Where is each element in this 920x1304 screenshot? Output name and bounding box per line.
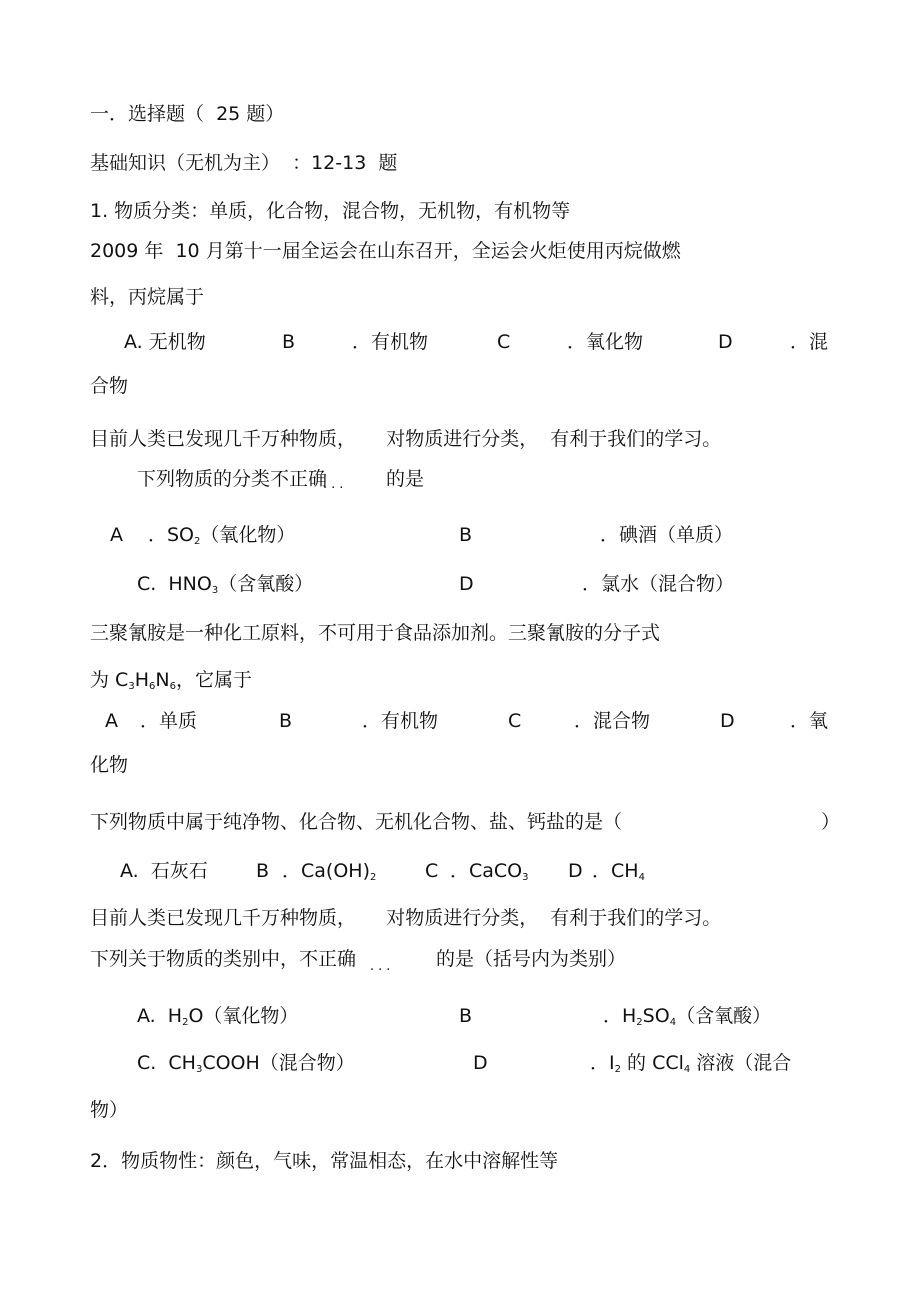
q4-stem: 下列物质中属于纯净物、化合物、无机化合物、盐、钙盐的是（ xyxy=(90,811,623,833)
q1-option-b-letter: B xyxy=(282,331,296,353)
section-subtitle: 基础知识（无机为主） ：12-13 题 xyxy=(90,152,398,174)
section-title: 一．选择题（ 25 题） xyxy=(90,103,285,125)
q1-option-d-wrap: 合物 xyxy=(90,375,129,397)
q2-option-b-text: ．碘酒（单质） xyxy=(600,524,734,546)
q2-stem-line2-after: 的是 xyxy=(386,468,425,490)
q2-option-a-text: ．$SO_2$（氧化物） xyxy=(148,524,296,547)
q1-stem-line1: 2009 年 10 月第十一届全运会在山东召开，全运会火炬使用丙烷做燃 xyxy=(90,240,681,262)
q3-option-d-letter: D xyxy=(720,710,735,732)
q1-stem-line2: 料，丙烷属于 xyxy=(90,286,205,308)
q4-option-b-letter: B xyxy=(256,860,270,882)
q5-option-d-wrap: 物） xyxy=(90,1099,129,1121)
q3-option-a-text: ．单质 xyxy=(140,710,198,732)
q1-option-d-text: ．混 xyxy=(790,331,829,353)
q4-option-a: A. 石灰石 xyxy=(120,860,208,882)
q5-option-d-letter: D xyxy=(473,1052,488,1074)
q1-option-c-text: ．氧化物 xyxy=(567,331,644,353)
q5-stem-line2-before: 下列关于物质的类别中，不正确 xyxy=(90,948,357,970)
q2-option-d-text: ．氯水（混合物） xyxy=(582,573,735,595)
q3-option-c-letter: C xyxy=(508,710,522,732)
q2-stem-line2-before: 下列物质的分类不正确 xyxy=(137,468,328,490)
q5-option-b-letter: B xyxy=(459,1005,473,1027)
q2-stem-line1: 目前人类已发现几千万种物质， 对物质进行分类， 有利于我们的学习。 xyxy=(90,428,722,450)
q2-option-b-letter: B xyxy=(459,524,473,546)
q4-option-d-letter: D xyxy=(568,860,583,882)
q5-stem-line1: 目前人类已发现几千万种物质， 对物质进行分类， 有利于我们的学习。 xyxy=(90,907,722,929)
q2-option-d-letter: D xyxy=(459,573,474,595)
q4-option-b-text: ．$Ca(OH)_2$ xyxy=(282,860,377,883)
q5-option-a: A. $H_2O$（氧化物） xyxy=(137,1005,299,1028)
q1-option-a: A. 无机物 xyxy=(124,331,206,353)
q3-stem-line1: 三聚氰胺是一种化工原料，不可用于食品添加剂。三聚氰胺的分子式 xyxy=(90,622,661,644)
q3-option-b-letter: B xyxy=(279,710,293,732)
q3-option-d-wrap: 化物 xyxy=(90,754,129,776)
q4-stem-close: ） xyxy=(821,811,841,833)
q2-option-c: C. $HNO_3$（含氧酸） xyxy=(137,573,314,596)
topic1-heading: 1. 物质分类：单质，化合物，混合物，无机物，有机物等 xyxy=(90,200,571,222)
q4-option-c-letter: C xyxy=(425,860,439,882)
q3-option-b-text: ．有机物 xyxy=(362,710,439,732)
q4-option-d-text: ．$CH_4$ xyxy=(592,860,645,883)
q2-emphasis-dots: ··· xyxy=(323,481,348,496)
q1-option-c-letter: C xyxy=(497,331,511,353)
q3-option-c-text: ．混合物 xyxy=(574,710,651,732)
q3-option-d-text: ．氧 xyxy=(790,710,829,732)
q4-option-c-text: ．CaCO$_3$ xyxy=(450,860,529,883)
q5-emphasis-dots: ··· xyxy=(370,963,395,978)
q3-option-a-letter: A xyxy=(105,710,118,732)
q5-option-c: C. $CH_3COOH$（混合物） xyxy=(137,1052,355,1075)
q1-option-d-letter: D xyxy=(718,331,733,353)
q5-stem-line2-after: 的是（括号内为类别） xyxy=(436,948,627,970)
q1-option-b-text: ．有机物 xyxy=(352,331,429,353)
topic2-heading: 2．物质物性：颜色，气味，常温相态，在水中溶解性等 xyxy=(90,1150,559,1172)
q3-stem-line2: 为 $C_3H_6N_6$，它属于 xyxy=(90,669,252,692)
q2-option-a-letter: A xyxy=(110,524,123,546)
q5-option-b-text: ．$H_2SO_4$（含氧酸） xyxy=(603,1005,772,1028)
q5-option-d-text: ．$I_2$ 的 CCl$_4$ 溶液（混合 xyxy=(590,1052,792,1075)
